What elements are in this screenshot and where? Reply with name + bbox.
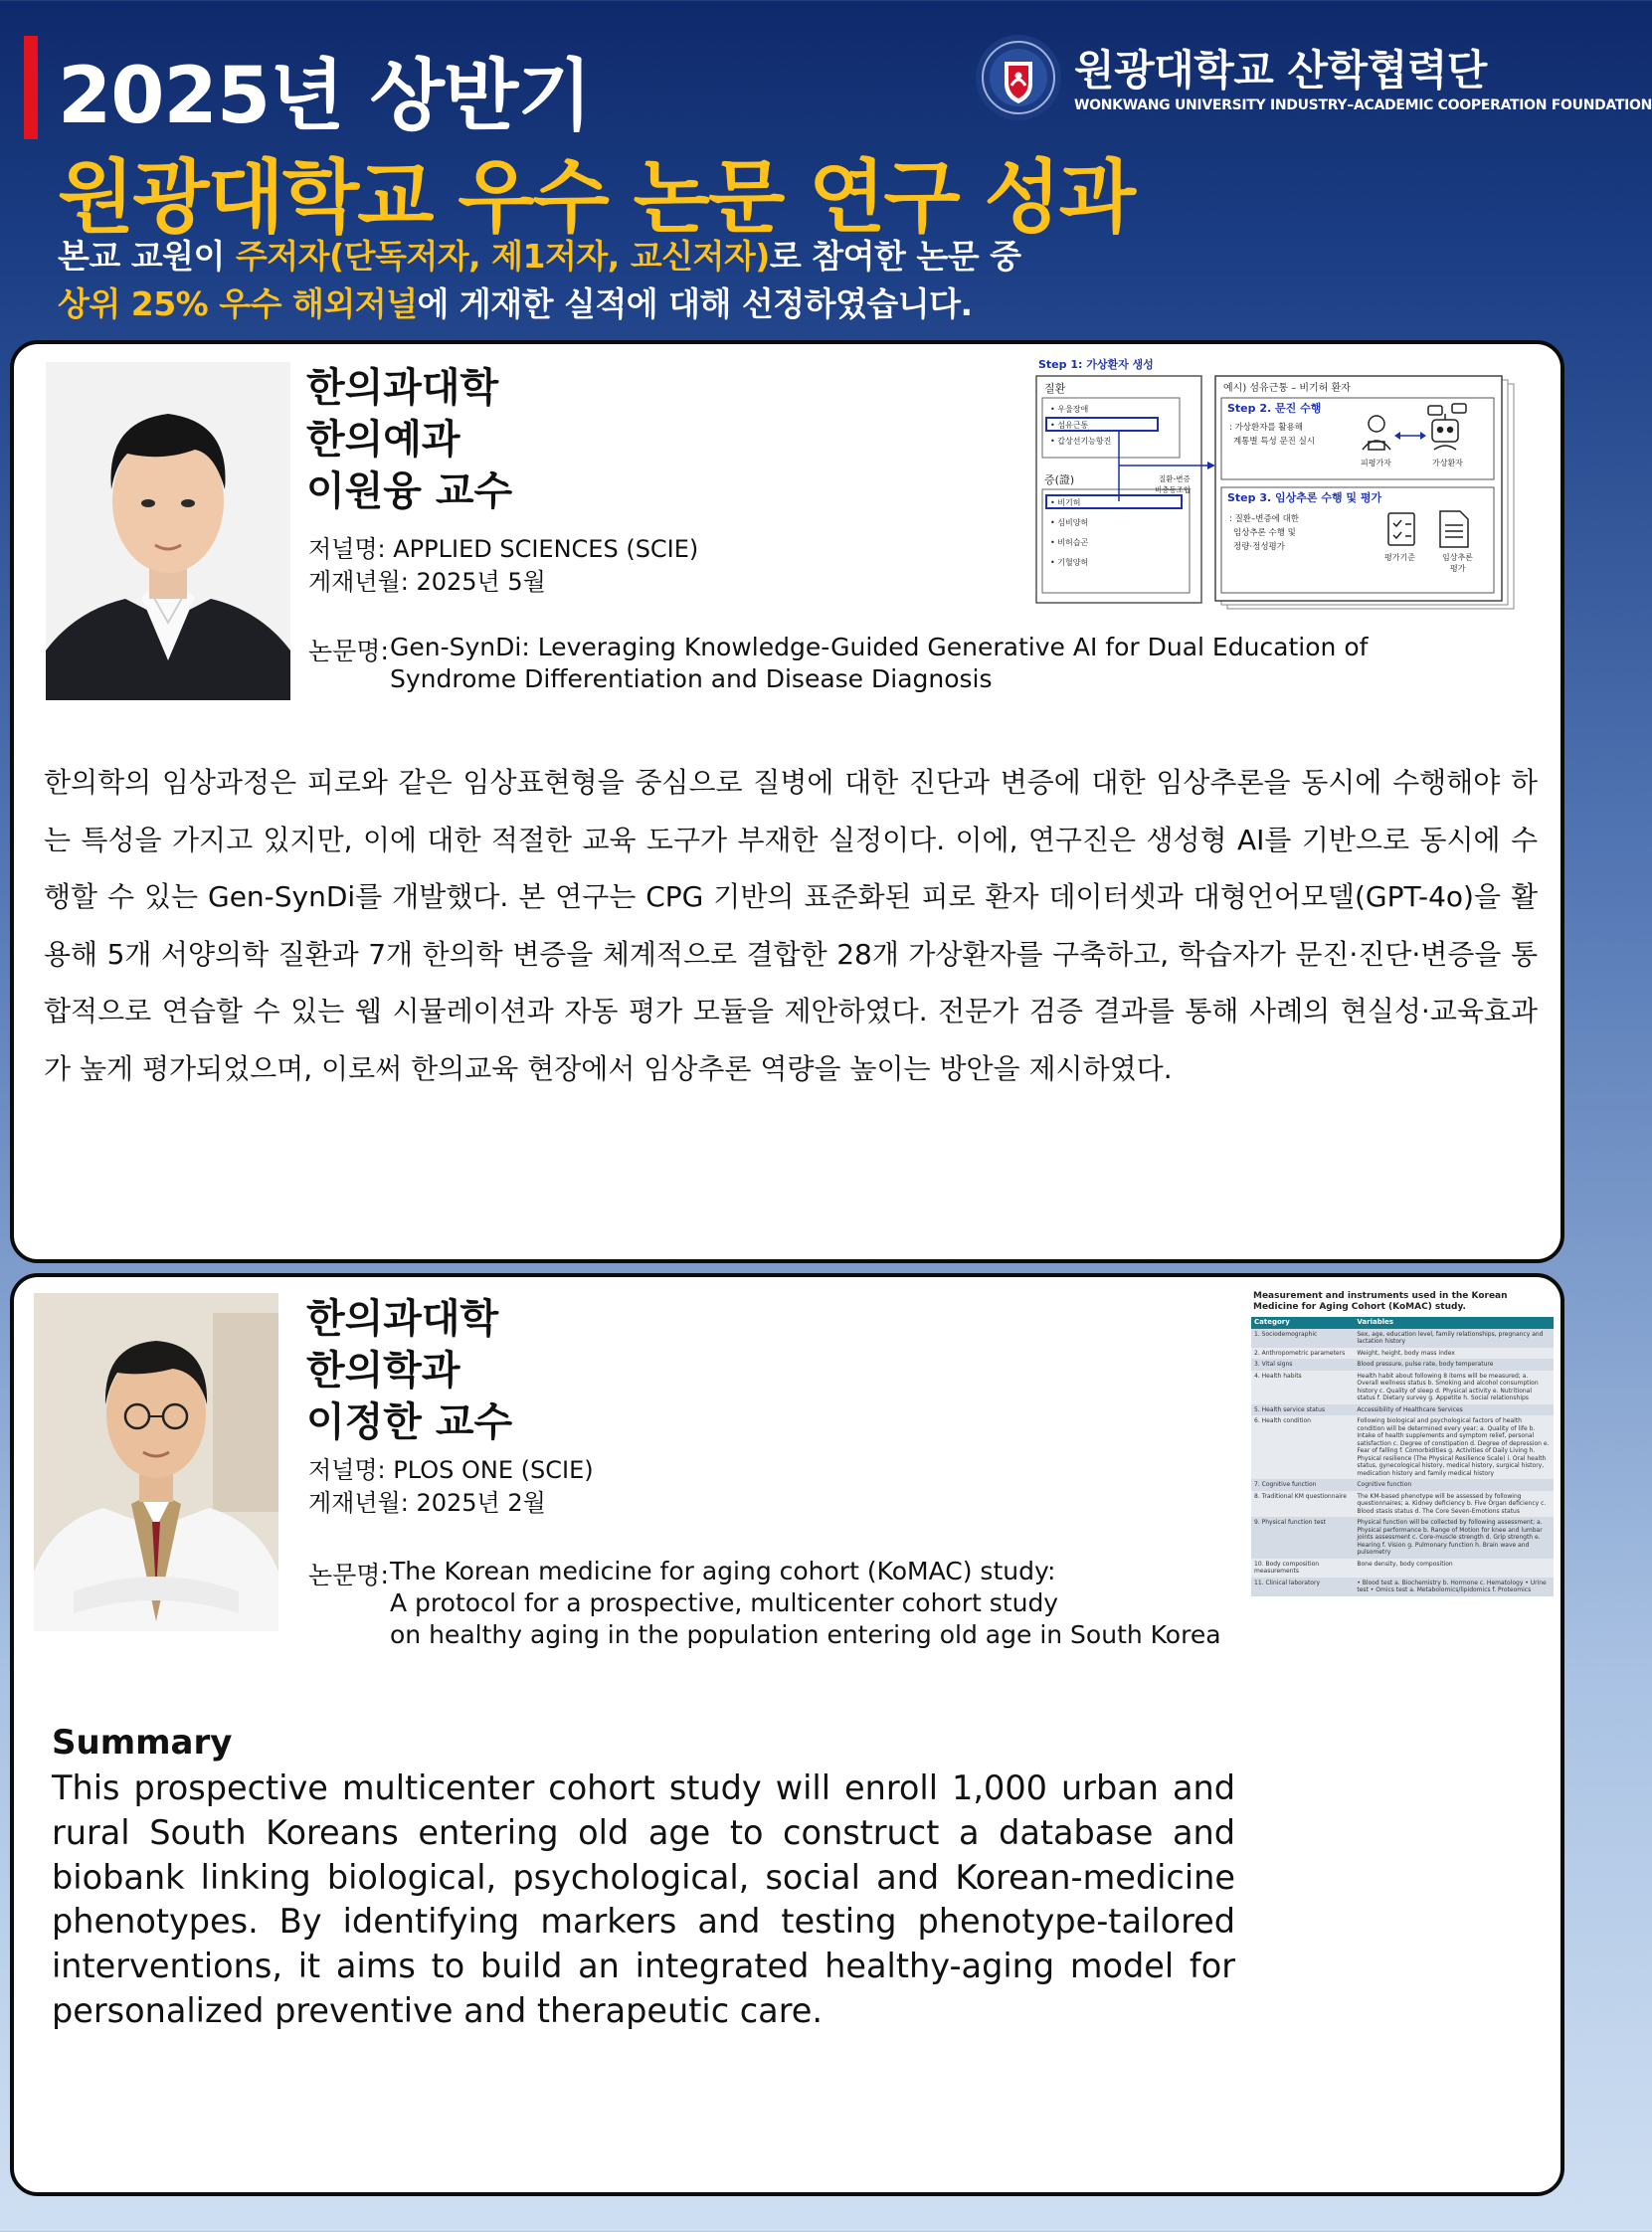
paper-title-line: A protocol for a prospective, multicenter cohort study [390,1588,1059,1617]
category-cell: 6. Health condition [1251,1415,1354,1479]
virtual-patient-label: 가상환자 [1432,459,1463,467]
portrait-image [34,1293,278,1631]
variables-cell: Physical function will be collected by following assessment; a. Physical performance b. Range of Motion for knee and lumbar joints assessment c. Core-muscle strength d. Grip strength e. Hearing f. Vision g. Pulmonary function h. Brain wave and pulsometry [1354,1517,1554,1559]
research-card-1 [10,340,1564,1263]
table-row [1251,1479,1554,1491]
university-emblem-icon [975,34,1062,121]
subtitle-text: 본교 교원이 [58,237,236,276]
paper-title-line: on healthy aging in the population entering old age in South Korea [390,1620,1221,1649]
table-row [1251,1329,1554,1348]
poster-header [0,0,1652,338]
step3-desc: 임상추론 수행 및 [1233,528,1296,538]
disease-item: • 섬유근통 [1050,421,1089,430]
professor-photo [34,1293,278,1631]
table-header-row [1251,1317,1554,1329]
variables-cell: Cognitive function [1354,1479,1554,1491]
professor-name: 이정한 교수 [306,1399,513,1445]
pattern-label: 증(證) [1044,473,1075,486]
table-row [1251,1491,1554,1518]
variables-cell: • Blood test a. Biochemistry b. Hormone c. Hematology • Urine test • Omics test a. Metabolomics/lipidomics f. Proteomics [1354,1578,1554,1596]
publication-meta [308,533,698,599]
variables-cell: Following biological and psychological factors of health condition will be determined every year; a. Quality of life b. Intake of health supplements and symptom relief, personal satisfaction c. Degree of constipation d. Degree of depression e. Fear of falling f. Comorbidities g. Activities of Daily Living h. Physical resilience (The Physical Resilience Scale) i. Oral health status, gynecological history, medical history, surgical history, medication history and family medical history [1354,1415,1554,1479]
table-row [1251,1517,1554,1559]
category-cell: 7. Cognitive function [1251,1479,1354,1491]
portrait-image [46,362,290,700]
step3-desc: : 질환–변증에 대한 [1229,514,1299,524]
summary-heading: Summary [52,1723,233,1763]
red-accent-bar [24,36,38,139]
variables-cell: The KM-based phenotype will be assessed by following questionnaires; a. Kidney deficiency b. Five Organ deficiency c. Blood stasis status d. The Core Seven-Emotions status [1354,1491,1554,1518]
variables-cell: Blood pressure, pulse rate, body temperature [1354,1359,1554,1371]
paper-title [390,1556,1221,1651]
subtitle-text: 로 참여한 논문 중 [769,237,1021,276]
variables-cell: Accessibility of Healthcare Services [1354,1404,1554,1416]
table-row [1251,1371,1554,1404]
table-row [1251,1404,1554,1416]
professor-affiliation [306,1293,512,1448]
pattern-item: • 비기허 [1050,498,1081,507]
criteria-label: 평가기준 [1384,553,1415,562]
subtitle-line-2 [58,280,1020,328]
subtitle-highlight: 주저자(단독저자, 제1저자, 교신저자) [235,237,770,276]
category-cell: 1. Sociodemographic [1251,1329,1354,1348]
combine-label: 비층동조합 [1155,485,1192,494]
table-row [1251,1559,1554,1578]
step3-label: Step 3. 임상추론 수행 및 평가 [1227,491,1382,504]
journal-name: 저널명: APPLIED SCIENCES (SCIE) [308,535,699,563]
paper-title-line: The Korean medicine for aging cohort (KoMAC) study: [390,1557,1056,1585]
category-cell: 8. Traditional KM questionnaire [1251,1491,1354,1518]
variables-cell: Weight, height, body mass index [1354,1348,1554,1360]
step2-desc: : 가상환자를 활용해 [1229,423,1303,433]
category-cell: 3. Vital signs [1251,1359,1354,1371]
publication-meta [308,1454,594,1520]
subtitle-line-1 [58,233,1020,280]
pattern-item: • 기혈양허 [1050,558,1089,567]
category-cell: 11. Clinical laboratory [1251,1578,1354,1596]
subtitle-text: 에 게재한 실적에 대해 선정하였습니다. [417,284,973,323]
subtitle-highlight: 상위 25% 우수 해외저널 [58,284,418,323]
paper-title [390,632,1368,695]
logo-english-name: WONKWANG UNIVERSITY INDUSTRY–ACADEMIC COOPERATION FOUNDATION [1074,97,1652,113]
table-row [1251,1348,1554,1360]
department-name: 한의예과 [306,417,460,463]
step3-desc: 정량·정성평가 [1233,542,1285,552]
table-row [1251,1415,1554,1479]
result-label: 임상추론 [1442,553,1473,562]
paper-label: 논문명: [308,1561,389,1589]
example-label: 예시) 섬유근통 – 비기허 환자 [1223,383,1351,394]
disease-item: • 우울장애 [1050,405,1089,414]
category-cell: 5. Health service status [1251,1404,1354,1416]
college-name: 한의과대학 [306,1296,499,1342]
paper-label: 논문명: [308,637,389,665]
logo-korean-name: 원광대학교 산학협력단 [1074,46,1487,94]
department-name: 한의학과 [306,1348,460,1394]
paper-title-line: Gen-SynDi: Leveraging Knowledge-Guided Generative AI for Dual Education of [390,633,1369,661]
variables-cell: Sex, age, education level, family relationships, pregnancy and lactation history [1354,1329,1554,1348]
combine-label: 질환-변증 [1159,474,1191,483]
disease-label: 질환 [1044,382,1066,395]
table-row [1251,1578,1554,1596]
category-cell: 9. Physical function test [1251,1517,1354,1559]
research-card-2 [10,1273,1564,2196]
university-logo [975,34,1652,123]
step2-label: Step 2. 문진 수행 [1227,402,1322,415]
measurement-table [1251,1317,1554,1596]
college-name: 한의과대학 [306,365,499,411]
category-cell: 4. Health habits [1251,1371,1354,1404]
table-row [1251,1359,1554,1371]
title-main: 원광대학교 우수 논문 연구 성과 [58,151,1135,244]
column-header: Variables [1354,1317,1554,1329]
examinee-label: 피평가자 [1361,459,1391,467]
professor-affiliation [306,362,512,517]
arrow-icon [1207,462,1215,469]
measurement-table-figure [1251,1291,1554,1848]
result-label: 평가 [1450,564,1466,573]
column-header: Category [1251,1317,1354,1329]
subtitle [58,233,1020,328]
category-cell: 10. Body composition measurements [1251,1559,1354,1578]
variables-cell: Health habit about following 8 items will be measured; a. Overall wellness status b. Smoking and alcohol consumption history c. Quality of sleep d. Physical activity e. Nutritional status f. Dietary survey g. Appetite h. Social relationships [1354,1371,1554,1404]
research-summary-text: 한의학의 임상과정은 피로와 같은 임상표현형을 중심으로 질병에 대한 진단과 변증에 대한 임상추론을 동시에 수행해야 하는 특성을 가지고 있지만, 이에 대한 적절한 교육 도구가 부재한 실정이다. 이에, 연구진은 생성형 AI를 기반으로 동시에 수행할 수 있는 Gen-SynDi를 개발했다. 본 연구는 CPG 기반의 표준화된 피로 환자 데이터셋과 대형언어모델(GPT-4o)을 활용해 5개 서양의학 질환과 7개 한의학 변증을 체계적으로 결합한 28개 가상환자를 구축하고, 학습자가 문진·진단·변증을 통합적으로 연습할 수 있는 웹 시뮬레이션과 자동 평가 모듈을 제안하였다. 전문가 검증 결과를 통해 사례의 현실성·교육효과가 높게 평가되었으며, 이로써 한의교육 현장에서 임상추론 역량을 높이는 방안을 제시하였다. [44,766,1538,1085]
summary-text: This prospective multicenter cohort study will enroll 1,000 urban and rural South Koreans entering old age to construct a database and biobank linking biological, psychological, social and Korean-medicine phenotypes. By identifying markers and testing phenotype-tailored interventions, it aims to build an integrated healthy-aging model for personalized preventive and therapeutic care. [52,1768,1235,2030]
category-cell: 2. Anthropometric parameters [1251,1348,1354,1360]
step2-desc: 계통별 특성 문진 실시 [1233,437,1316,447]
step1-label: Step 1: 가상환자 생성 [1038,358,1154,371]
professor-name: 이원융 교수 [306,468,513,514]
title-year: 2025년 상반기 [58,52,592,141]
study-flow-diagram [1024,354,1522,613]
pattern-item: • 비허습곤 [1050,538,1089,547]
publication-date: 게재년월: 2025년 2월 [308,1489,546,1517]
journal-name: 저널명: PLOS ONE (SCIE) [308,1456,594,1484]
table-body [1251,1329,1554,1596]
pattern-item: • 심비양허 [1050,518,1089,527]
variables-cell: Bone density, body composition [1354,1559,1554,1578]
publication-date: 게재년월: 2025년 5월 [308,568,546,596]
paper-title-line: Syndrome Differentiation and Disease Diagnosis [390,664,993,693]
disease-item: • 갑상선기능항진 [1050,437,1112,446]
table-caption: Measurement and instruments used in the Korean Medicine for Aging Cohort (KoMAC) study. [1253,1291,1508,1312]
professor-photo [46,362,290,700]
